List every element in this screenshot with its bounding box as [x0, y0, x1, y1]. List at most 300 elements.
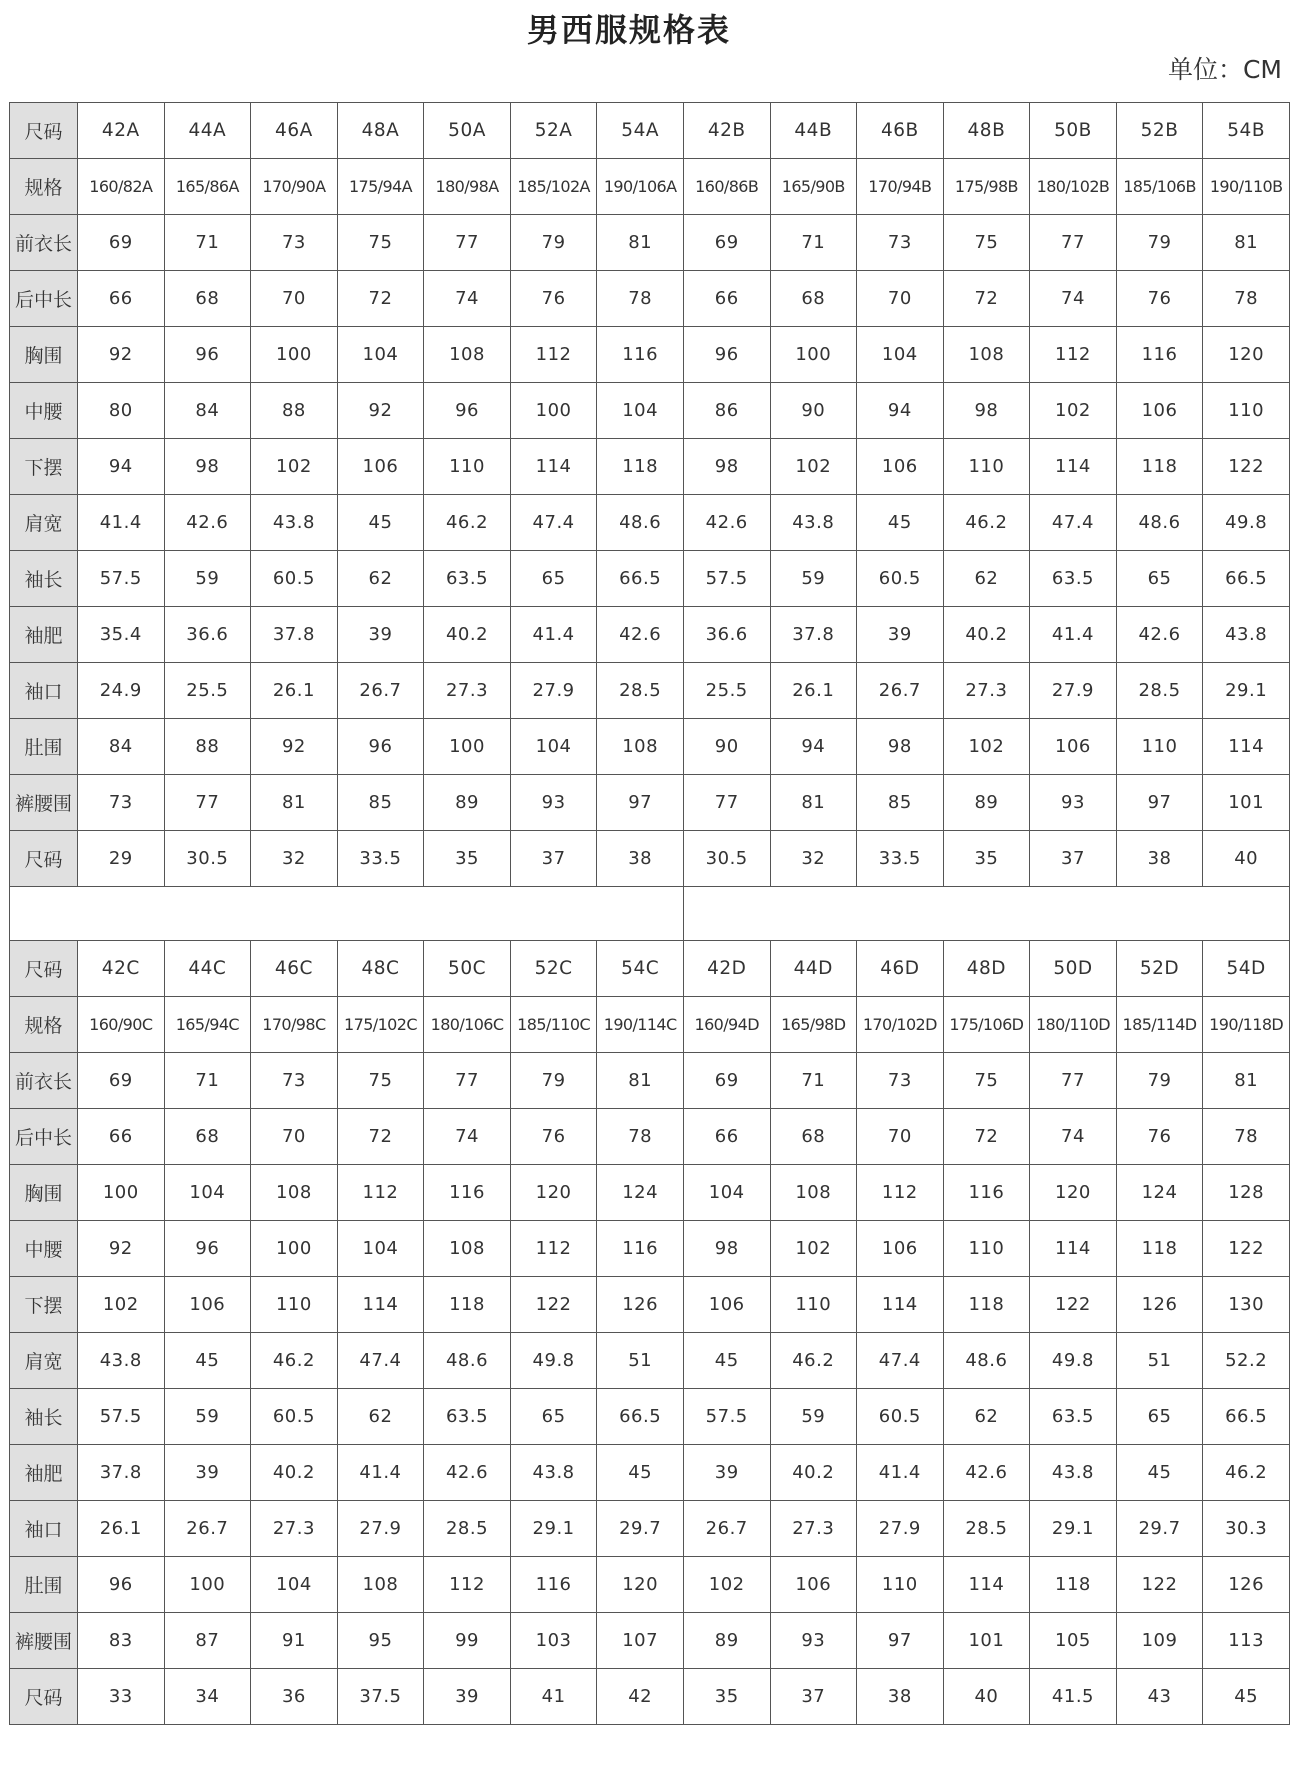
table-cell: 185/110C [510, 997, 597, 1053]
table-cell: 97 [597, 775, 684, 831]
table-cell: 190/114C [597, 997, 684, 1053]
table-cell: 62 [337, 1389, 424, 1445]
table-cell: 38 [857, 1669, 944, 1725]
table-cell: 110 [424, 439, 511, 495]
table-cell: 68 [770, 271, 857, 327]
table-cell: 72 [337, 1109, 424, 1165]
table-cell: 118 [597, 439, 684, 495]
table-cell: 38 [1116, 831, 1203, 887]
row-label: 袖长 [10, 551, 78, 607]
table-cell: 75 [943, 1053, 1030, 1109]
table-cell: 43.8 [510, 1445, 597, 1501]
table-cell: 104 [510, 719, 597, 775]
table-cell: 106 [1030, 719, 1117, 775]
table-cell: 89 [683, 1613, 770, 1669]
table-row [10, 439, 1290, 495]
table-cell: 44D [770, 941, 857, 997]
table-cell: 104 [337, 327, 424, 383]
table-cell: 190/110B [1203, 159, 1290, 215]
table-cell: 39 [337, 607, 424, 663]
table-row [10, 215, 1290, 271]
table-cell: 73 [857, 1053, 944, 1109]
table-cell: 96 [337, 719, 424, 775]
table-cell: 190/106A [597, 159, 684, 215]
table-cell: 57.5 [683, 1389, 770, 1445]
table-cell: 84 [78, 719, 165, 775]
row-label: 前衣长 [10, 215, 78, 271]
table-cell: 76 [510, 271, 597, 327]
row-label: 裤腰围 [10, 1613, 78, 1669]
table-cell: 92 [251, 719, 338, 775]
table-cell: 40 [1203, 831, 1290, 887]
table-row [10, 1221, 1290, 1277]
table-row [10, 1053, 1290, 1109]
table-cell: 40.2 [251, 1445, 338, 1501]
table-cell: 45 [1203, 1669, 1290, 1725]
table-cell: 126 [1203, 1557, 1290, 1613]
table-cell: 28.5 [943, 1501, 1030, 1557]
table-cell: 29.7 [597, 1501, 684, 1557]
table-row [10, 1277, 1290, 1333]
table-cell: 45 [1116, 1445, 1203, 1501]
table-cell: 106 [770, 1557, 857, 1613]
table-cell: 73 [857, 215, 944, 271]
table-cell: 96 [164, 327, 251, 383]
table-cell: 91 [251, 1613, 338, 1669]
table-cell: 48.6 [597, 495, 684, 551]
table-cell: 47.4 [510, 495, 597, 551]
table-cell: 78 [597, 271, 684, 327]
table-row [10, 1389, 1290, 1445]
row-label: 后中长 [10, 271, 78, 327]
table-cell: 48C [337, 941, 424, 997]
table-cell: 37.8 [770, 607, 857, 663]
table-cell: 74 [424, 271, 511, 327]
table-cell: 68 [770, 1109, 857, 1165]
table-row [10, 1557, 1290, 1613]
table-cell: 26.7 [337, 663, 424, 719]
table-cell: 170/94B [857, 159, 944, 215]
table-cell: 40 [943, 1669, 1030, 1725]
table-cell: 80 [78, 383, 165, 439]
table-cell: 46.2 [943, 495, 1030, 551]
table-cell: 50D [1030, 941, 1117, 997]
table-cell: 40.2 [943, 607, 1030, 663]
table-cell: 122 [1030, 1277, 1117, 1333]
table-cell: 116 [1116, 327, 1203, 383]
table-cell: 105 [1030, 1613, 1117, 1669]
table-cell: 114 [1203, 719, 1290, 775]
table-cell: 122 [1203, 1221, 1290, 1277]
table-cell: 46A [251, 103, 338, 159]
table-cell: 72 [943, 271, 1030, 327]
table-cell: 97 [1116, 775, 1203, 831]
table-cell: 33.5 [857, 831, 944, 887]
table-cell: 34 [164, 1669, 251, 1725]
table-cell: 70 [857, 271, 944, 327]
table-cell: 35 [683, 1669, 770, 1725]
table-cell: 104 [251, 1557, 338, 1613]
table-cell: 44B [770, 103, 857, 159]
table-cell: 70 [857, 1109, 944, 1165]
table-cell: 66.5 [597, 551, 684, 607]
table-cell: 65 [1116, 551, 1203, 607]
table-cell: 39 [164, 1445, 251, 1501]
table-cell: 98 [943, 383, 1030, 439]
table-row [10, 1445, 1290, 1501]
table-cell: 42.6 [943, 1445, 1030, 1501]
table-cell: 46.2 [424, 495, 511, 551]
table-cell: 47.4 [1030, 495, 1117, 551]
row-label: 袖长 [10, 1389, 78, 1445]
table-cell: 108 [770, 1165, 857, 1221]
table-cell: 32 [770, 831, 857, 887]
row-label: 袖口 [10, 1501, 78, 1557]
table-cell: 77 [424, 215, 511, 271]
spacer-cell [683, 887, 1289, 941]
table-cell: 35 [424, 831, 511, 887]
table-cell: 57.5 [78, 551, 165, 607]
table-cell: 116 [424, 1165, 511, 1221]
table-cell: 46.2 [1203, 1445, 1290, 1501]
table-cell: 128 [1203, 1165, 1290, 1221]
table-cell: 101 [943, 1613, 1030, 1669]
table-cell: 62 [943, 1389, 1030, 1445]
table-cell: 170/102D [857, 997, 944, 1053]
table-cell: 72 [337, 271, 424, 327]
table-cell: 175/102C [337, 997, 424, 1053]
table-cell: 81 [1203, 215, 1290, 271]
table-cell: 160/86B [683, 159, 770, 215]
row-label: 下摆 [10, 439, 78, 495]
table-cell: 36.6 [164, 607, 251, 663]
table-cell: 104 [683, 1165, 770, 1221]
table-cell: 46C [251, 941, 338, 997]
size-spec-table [9, 102, 1290, 1725]
table-cell: 54B [1203, 103, 1290, 159]
table-cell: 104 [164, 1165, 251, 1221]
table-cell: 44C [164, 941, 251, 997]
table-cell: 122 [510, 1277, 597, 1333]
table-cell: 94 [857, 383, 944, 439]
table-cell: 27.3 [943, 663, 1030, 719]
table-cell: 118 [943, 1277, 1030, 1333]
table-cell: 165/90B [770, 159, 857, 215]
table-cell: 77 [424, 1053, 511, 1109]
table-cell: 48.6 [1116, 495, 1203, 551]
row-label: 中腰 [10, 383, 78, 439]
table-cell: 130 [1203, 1277, 1290, 1333]
table-cell: 74 [424, 1109, 511, 1165]
table-cell: 46.2 [251, 1333, 338, 1389]
table-cell: 90 [683, 719, 770, 775]
table-cell: 37.8 [251, 607, 338, 663]
row-label: 袖肥 [10, 1445, 78, 1501]
table-cell: 59 [770, 551, 857, 607]
table-cell: 106 [857, 439, 944, 495]
table-cell: 101 [1203, 775, 1290, 831]
table-cell: 170/98C [251, 997, 338, 1053]
table-row [10, 941, 1290, 997]
row-label: 尺码 [10, 941, 78, 997]
table-cell: 37.8 [78, 1445, 165, 1501]
row-label: 袖口 [10, 663, 78, 719]
table-row [10, 1333, 1290, 1389]
table-cell: 48B [943, 103, 1030, 159]
table-cell: 108 [597, 719, 684, 775]
table-cell: 24.9 [78, 663, 165, 719]
table-cell: 41.5 [1030, 1669, 1117, 1725]
table-cell: 60.5 [251, 1389, 338, 1445]
table-cell: 102 [943, 719, 1030, 775]
table-cell: 68 [164, 1109, 251, 1165]
table-cell: 66 [78, 1109, 165, 1165]
table-cell: 102 [770, 1221, 857, 1277]
table-cell: 112 [424, 1557, 511, 1613]
table-cell: 27.3 [424, 663, 511, 719]
table-cell: 81 [251, 775, 338, 831]
table-cell: 37.5 [337, 1669, 424, 1725]
table-cell: 175/106D [943, 997, 1030, 1053]
table-cell: 70 [251, 1109, 338, 1165]
table-cell: 81 [597, 1053, 684, 1109]
table-cell: 42.6 [683, 495, 770, 551]
table-cell: 107 [597, 1613, 684, 1669]
table-cell: 79 [1116, 215, 1203, 271]
table-cell: 26.1 [770, 663, 857, 719]
table-cell: 26.1 [78, 1501, 165, 1557]
table-cell: 63.5 [424, 551, 511, 607]
table-cell: 100 [78, 1165, 165, 1221]
table-cell: 30.5 [683, 831, 770, 887]
table-cell: 48.6 [424, 1333, 511, 1389]
row-label: 袖肥 [10, 607, 78, 663]
table-cell: 175/94A [337, 159, 424, 215]
table-cell: 37 [510, 831, 597, 887]
table-cell: 68 [164, 271, 251, 327]
table-cell: 30.5 [164, 831, 251, 887]
table-cell: 36.6 [683, 607, 770, 663]
table-cell: 45 [164, 1333, 251, 1389]
table-cell: 108 [424, 327, 511, 383]
table-cell: 63.5 [424, 1389, 511, 1445]
table-cell: 110 [857, 1557, 944, 1613]
table-cell: 73 [78, 775, 165, 831]
table-cell: 47.4 [337, 1333, 424, 1389]
table-cell: 35 [943, 831, 1030, 887]
table-row [10, 1613, 1290, 1669]
table-cell: 71 [770, 215, 857, 271]
table-cell: 106 [683, 1277, 770, 1333]
table-cell: 42B [683, 103, 770, 159]
table-cell: 106 [164, 1277, 251, 1333]
table-cell: 26.7 [164, 1501, 251, 1557]
table-cell: 110 [943, 1221, 1030, 1277]
table-cell: 92 [78, 327, 165, 383]
table-cell: 66.5 [1203, 1389, 1290, 1445]
row-label: 尺码 [10, 103, 78, 159]
table-cell: 42.6 [424, 1445, 511, 1501]
table-row [10, 159, 1290, 215]
table-row [10, 271, 1290, 327]
table-cell: 110 [251, 1277, 338, 1333]
table-cell: 78 [1203, 1109, 1290, 1165]
table-cell: 40.2 [770, 1445, 857, 1501]
table-cell: 92 [78, 1221, 165, 1277]
table-cell: 170/90A [251, 159, 338, 215]
table-cell: 98 [683, 1221, 770, 1277]
table-cell: 118 [1030, 1557, 1117, 1613]
unit-label: 单位：CM [1167, 55, 1282, 84]
table-cell: 75 [943, 215, 1030, 271]
row-label: 尺码 [10, 831, 78, 887]
table-cell: 65 [1116, 1389, 1203, 1445]
table-cell: 94 [78, 439, 165, 495]
table-cell: 93 [1030, 775, 1117, 831]
row-label: 规格 [10, 159, 78, 215]
table-cell: 42.6 [1116, 607, 1203, 663]
table-cell: 79 [510, 1053, 597, 1109]
table-row [10, 495, 1290, 551]
table-cell: 88 [251, 383, 338, 439]
table-row [10, 1109, 1290, 1165]
table-cell: 52C [510, 941, 597, 997]
table-cell: 48D [943, 941, 1030, 997]
table-cell: 88 [164, 719, 251, 775]
table-cell: 74 [1030, 271, 1117, 327]
table-cell: 112 [337, 1165, 424, 1221]
table-cell: 106 [1116, 383, 1203, 439]
table-cell: 27.9 [337, 1501, 424, 1557]
table-cell: 75 [337, 1053, 424, 1109]
table-cell: 66.5 [597, 1389, 684, 1445]
table-cell: 108 [424, 1221, 511, 1277]
table-cell: 51 [1116, 1333, 1203, 1389]
table-cell: 57.5 [683, 551, 770, 607]
table-cell: 52.2 [1203, 1333, 1290, 1389]
table-cell: 45 [857, 495, 944, 551]
table-cell: 104 [857, 327, 944, 383]
table-cell: 42.6 [597, 607, 684, 663]
table-cell: 76 [1116, 1109, 1203, 1165]
table-cell: 75 [337, 215, 424, 271]
table-cell: 43.8 [78, 1333, 165, 1389]
table-cell: 110 [1116, 719, 1203, 775]
table-cell: 85 [337, 775, 424, 831]
table-cell: 94 [770, 719, 857, 775]
table-cell: 76 [1116, 271, 1203, 327]
table-cell: 126 [1116, 1277, 1203, 1333]
table-cell: 124 [597, 1165, 684, 1221]
row-label: 肚围 [10, 719, 78, 775]
table-cell: 46B [857, 103, 944, 159]
table-cell: 83 [78, 1613, 165, 1669]
table-cell: 30.3 [1203, 1501, 1290, 1557]
table-cell: 43.8 [1030, 1445, 1117, 1501]
table-cell: 114 [510, 439, 597, 495]
table-cell: 118 [424, 1277, 511, 1333]
table-row [10, 607, 1290, 663]
table-cell: 160/82A [78, 159, 165, 215]
table-cell: 122 [1116, 1557, 1203, 1613]
table-cell: 62 [337, 551, 424, 607]
table-cell: 96 [683, 327, 770, 383]
table-cell: 175/98B [943, 159, 1030, 215]
table-cell: 41.4 [857, 1445, 944, 1501]
table-cell: 44A [164, 103, 251, 159]
table-cell: 37 [770, 1669, 857, 1725]
row-label: 裤腰围 [10, 775, 78, 831]
table-cell: 160/90C [78, 997, 165, 1053]
table-cell: 72 [943, 1109, 1030, 1165]
row-label: 尺码 [10, 1669, 78, 1725]
table-row [10, 551, 1290, 607]
table-cell: 63.5 [1030, 551, 1117, 607]
table-cell: 180/102B [1030, 159, 1117, 215]
table-row [10, 1165, 1290, 1221]
table-cell: 98 [683, 439, 770, 495]
table-cell: 54A [597, 103, 684, 159]
table-cell: 95 [337, 1613, 424, 1669]
table-cell: 116 [597, 327, 684, 383]
row-label: 胸围 [10, 327, 78, 383]
table-cell: 74 [1030, 1109, 1117, 1165]
table-cell: 60.5 [857, 1389, 944, 1445]
table-cell: 165/86A [164, 159, 251, 215]
table-cell: 102 [78, 1277, 165, 1333]
table-cell: 42C [78, 941, 165, 997]
table-cell: 47.4 [857, 1333, 944, 1389]
spacer-cell [10, 887, 684, 941]
table-cell: 25.5 [683, 663, 770, 719]
table-cell: 69 [683, 1053, 770, 1109]
table-cell: 49.8 [510, 1333, 597, 1389]
table-cell: 98 [164, 439, 251, 495]
table-cell: 108 [943, 327, 1030, 383]
table-cell: 63.5 [1030, 1389, 1117, 1445]
table-row [10, 831, 1290, 887]
table-cell: 100 [424, 719, 511, 775]
table-cell: 41.4 [78, 495, 165, 551]
table-cell: 180/98A [424, 159, 511, 215]
table-cell: 77 [683, 775, 770, 831]
table-cell: 180/106C [424, 997, 511, 1053]
table-cell: 26.7 [857, 663, 944, 719]
table-cell: 57.5 [78, 1389, 165, 1445]
table-row [10, 719, 1290, 775]
row-label: 肩宽 [10, 495, 78, 551]
table-cell: 70 [251, 271, 338, 327]
table-cell: 185/114D [1116, 997, 1203, 1053]
table-cell: 73 [251, 1053, 338, 1109]
table-cell: 41.4 [510, 607, 597, 663]
table-spacer-row [10, 887, 1290, 941]
table-cell: 165/98D [770, 997, 857, 1053]
table-cell: 102 [770, 439, 857, 495]
table-cell: 69 [78, 215, 165, 271]
table-cell: 33.5 [337, 831, 424, 887]
table-cell: 45 [337, 495, 424, 551]
table-cell: 48A [337, 103, 424, 159]
table-cell: 27.9 [510, 663, 597, 719]
table-cell: 108 [337, 1557, 424, 1613]
row-label: 前衣长 [10, 1053, 78, 1109]
table-cell: 73 [251, 215, 338, 271]
table-cell: 42 [597, 1669, 684, 1725]
table-cell: 116 [597, 1221, 684, 1277]
table-cell: 29 [78, 831, 165, 887]
table-cell: 103 [510, 1613, 597, 1669]
